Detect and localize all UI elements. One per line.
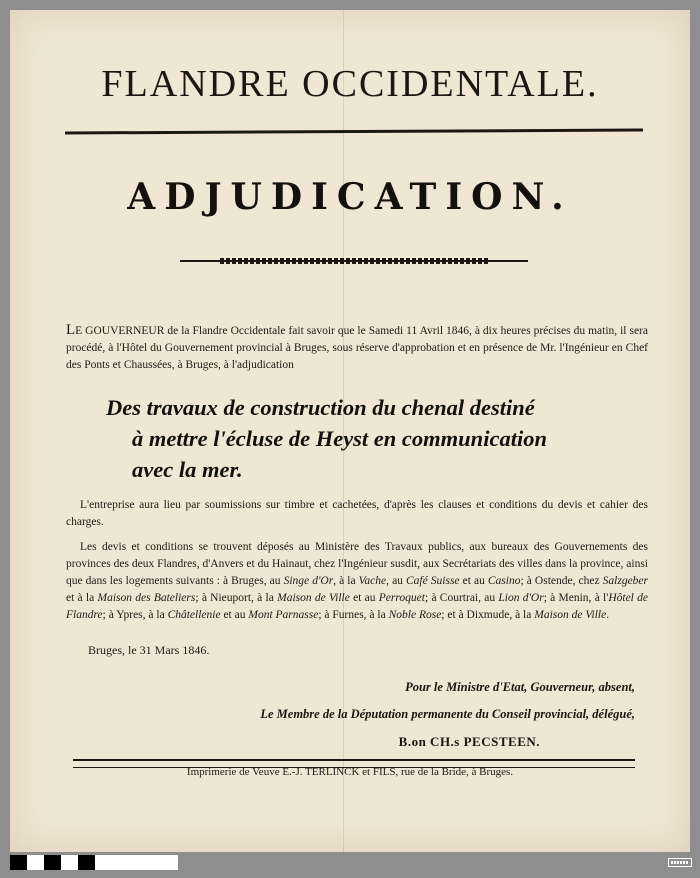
signatory-name: B.on CH.s PECSTEEN. — [398, 734, 540, 749]
text-run: . — [606, 609, 610, 621]
ornamental-rule — [180, 258, 528, 264]
printer-imprint: Imprimerie de Veuve E.-J. TERLINCK et FILS, rue de la Bride, à Bruges. — [186, 766, 514, 778]
text-run: et au — [459, 575, 488, 587]
announcement-text: E GOUVERNEUR de la Flandre Occidentale fait savoir que le Samedi 11 Avril 1846, à dix heures précises du matin, il sera procédé, à l'Hôtel du Gouvernement provincial à Bruges, sous réserve d'approbation et en présence de Mr. l'Ingénieur en Chef des Ponts et Chaussées, à Bruges, à l'adjudication — [66, 325, 648, 371]
venue-name: Casino — [487, 575, 521, 587]
subject-line: à mettre l'écluse de Heyst en communication — [132, 426, 547, 451]
venue-name: Noble Rose — [388, 609, 442, 621]
text-run: , au — [386, 575, 406, 587]
text-run: Les devis et conditions se trouvent déposés au Ministère des Travaux publics, aux bureaux des Gouvernements des provinces des deux Flandres, d'Anvers et du Hainaut, chez l'Ingénieur susdit, aux Secrétariats des villes dans la province, ainsi que dans les logements suivants : à Bruges, au — [66, 541, 648, 587]
text-run: ; à Ostende, chez — [520, 575, 603, 587]
venue-name: Hôtel de Flandre — [66, 592, 648, 621]
announcement-paragraph — [66, 322, 648, 374]
venue-name: Perroquet — [378, 592, 425, 604]
text-run: ; et à Dixmude, à la — [441, 609, 535, 621]
venue-name: Maison de Ville — [277, 592, 350, 604]
poster-heading: ADJUDICATION. — [127, 176, 573, 218]
archive-tag — [668, 858, 692, 867]
color-scale-bar — [10, 855, 178, 870]
venue-name: Vache — [358, 575, 387, 587]
venue-name: Lion d'Or — [498, 592, 544, 604]
tender-paragraph: L'entreprise aura lieu par soumissions sur timbre et cachetées, d'après les clauses et conditions du devis et cahier des charges. — [66, 499, 648, 528]
text-run: ; à Menin, à l' — [543, 592, 609, 604]
venue-name: Maison des Bateliers — [97, 592, 196, 604]
venue-name: Châtellenie — [167, 609, 221, 621]
text-run: ; à Courtrai, au — [424, 592, 499, 604]
venue-name: Salzgeber — [602, 575, 649, 587]
works-subject — [106, 392, 666, 485]
venue-name: Maison de Ville — [534, 609, 607, 621]
venue-name: Singe d'Or — [283, 575, 334, 587]
text-run: et à la — [66, 592, 98, 604]
signature-line-minister: Pour le Ministre d'Etat, Gouverneur, absent, — [405, 680, 635, 694]
text-run: ; à Ypres, à la — [102, 609, 168, 621]
subject-line: avec la mer. — [132, 457, 243, 482]
venue-name: Café Suisse — [406, 575, 460, 587]
title-rule — [65, 128, 643, 134]
subject-line: Des travaux de construction du chenal destiné — [106, 395, 535, 420]
text-run: ; à Nieuport, à la — [195, 592, 278, 604]
issue-date: Bruges, le 31 Mars 1846. — [88, 643, 210, 657]
text-run: et au — [349, 592, 379, 604]
text-run: , à la — [333, 575, 359, 587]
text-run: et au — [220, 609, 249, 621]
drop-initial: L — [66, 322, 76, 338]
poster-title: FLANDRE OCCIDENTALE. — [101, 63, 599, 105]
deposit-paragraph — [66, 539, 648, 624]
venue-name: Mont Parnasse — [248, 609, 319, 621]
text-run: ; à Furnes, à la — [318, 609, 389, 621]
signature-line-delegate: Le Membre de la Députation permanente du Conseil provincial, délégué, — [260, 707, 635, 721]
poster-sheet — [10, 10, 690, 852]
